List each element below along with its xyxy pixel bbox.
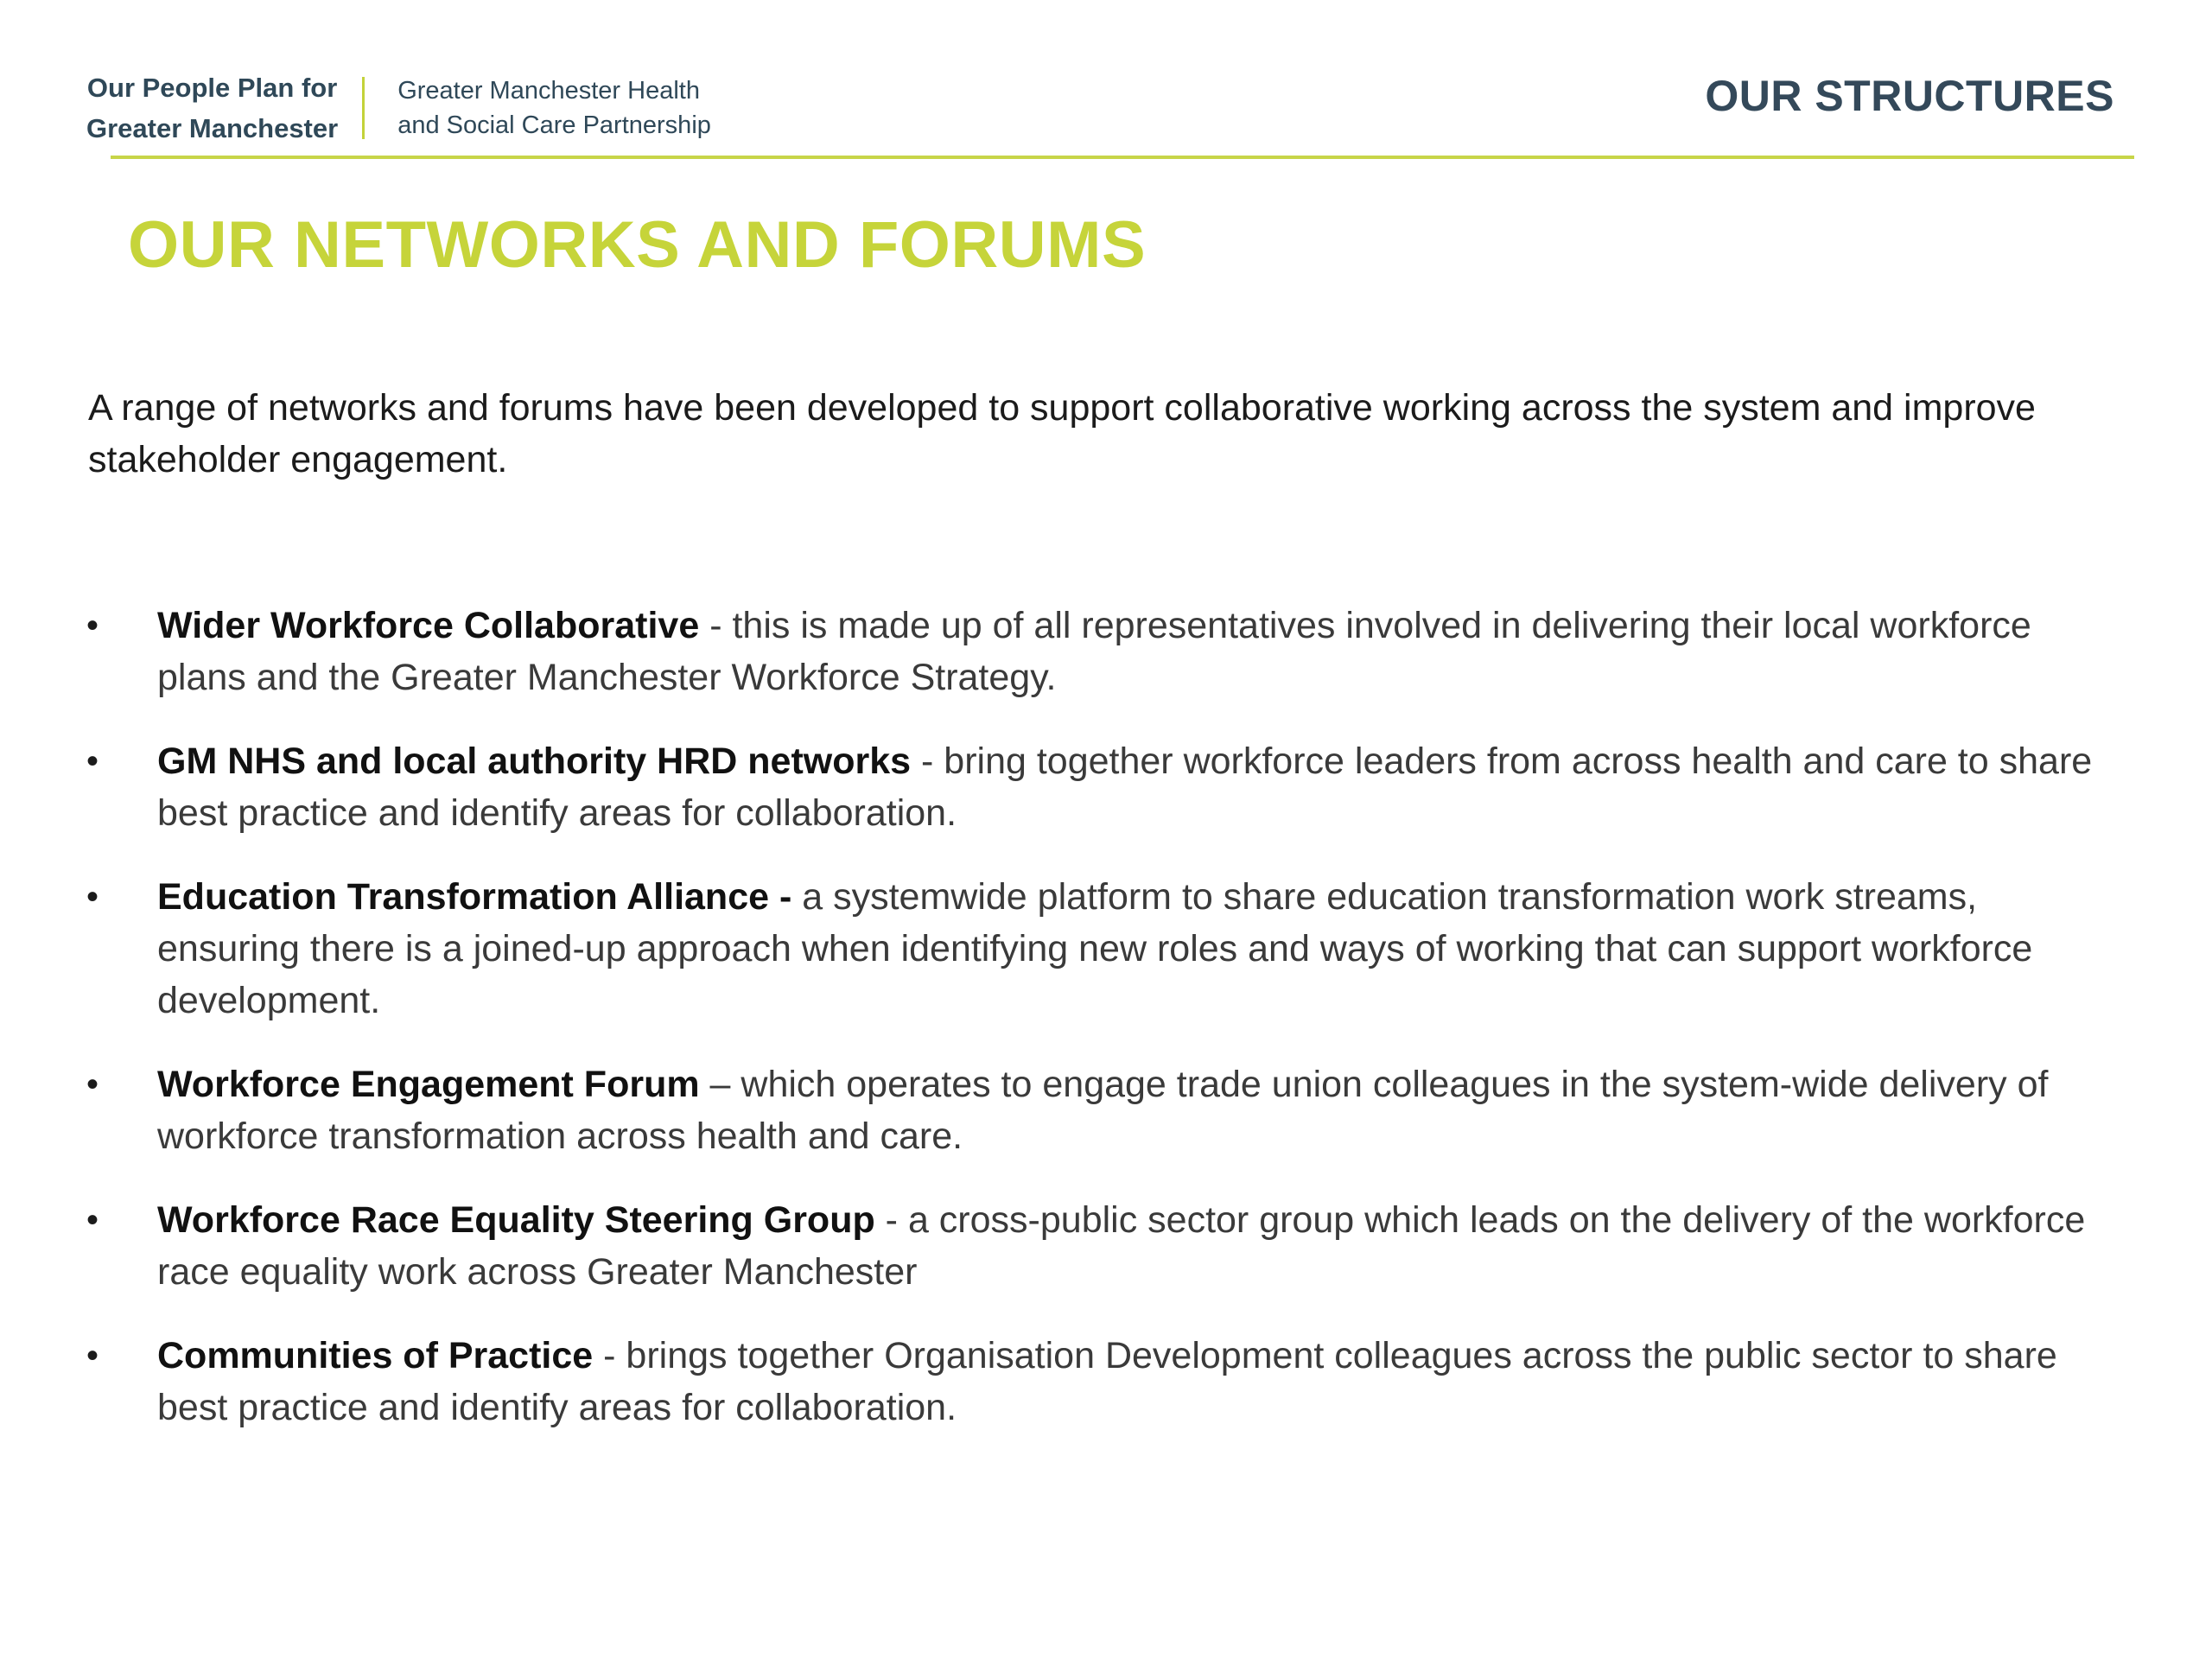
list-item-term: Workforce Race Equality Steering Group — [157, 1199, 875, 1241]
list-item-term: Wider Workforce Collaborative — [157, 605, 700, 646]
logo-line-2: Greater Manchester — [86, 113, 339, 143]
bullet-icon: • — [86, 1337, 99, 1375]
header-branding — [86, 67, 711, 149]
people-plan-logo — [86, 67, 362, 149]
section-label: OUR STRUCTURES — [1705, 72, 2114, 120]
list-item — [86, 600, 2126, 703]
list-item-description: a systemwide platform to share education transformation work streams, ensuring there is a joined-up approach when identifying new roles and ways of working that can support workforce development. — [157, 876, 2033, 1021]
header-divider — [111, 156, 2134, 159]
list-item-description: - a cross-public sector group which leads on the delivery of the workforce race equality work across Greater Manchester — [157, 1199, 2086, 1293]
list-item-text — [157, 871, 2126, 1027]
list-item-term: GM NHS and local authority HRD networks — [157, 741, 912, 782]
bullet-icon: • — [86, 607, 99, 645]
list-item-term: Workforce Engagement Forum — [157, 1064, 700, 1105]
partner-line-1: Greater Manchester Health — [397, 77, 700, 105]
list-item — [86, 1058, 2126, 1162]
list-item-description: - brings together Organisation Development colleagues across the public sector to share best practice and identify areas for collaboration. — [157, 1335, 2057, 1428]
list-item — [86, 871, 2126, 1027]
logo-divider — [362, 77, 365, 139]
list-item-text — [157, 735, 2126, 839]
list-item — [86, 735, 2126, 839]
partner-line-2: and Social Care Partnership — [397, 111, 711, 139]
list-item-description: – which operates to engage trade union colleagues in the system-wide delivery of workforce transformation across health and care. — [157, 1064, 2049, 1157]
list-item-text — [157, 600, 2126, 703]
list-item-term: Communities of Practice — [157, 1335, 594, 1376]
list-item-text — [157, 1058, 2126, 1162]
bullet-icon: • — [86, 742, 99, 780]
bullet-icon: • — [86, 1065, 99, 1103]
networks-list — [86, 600, 2126, 1465]
partnership-name — [397, 73, 711, 143]
bullet-icon: • — [86, 1201, 99, 1239]
logo-line-1: Our People Plan for — [86, 73, 338, 103]
bullet-icon: • — [86, 878, 99, 916]
list-item-text — [157, 1330, 2126, 1433]
list-item-description: - bring together workforce leaders from across health and care to share best practice and identify areas for collaboration. — [157, 741, 2093, 834]
list-item-text — [157, 1194, 2126, 1298]
list-item — [86, 1194, 2126, 1298]
intro-paragraph: A range of networks and forums have been developed to support collaborative working across the system and improve stakeholder engagement. — [88, 387, 2036, 480]
list-item-term: Education Transformation Alliance - — [157, 876, 792, 918]
list-item-description: - this is made up of all representatives involved in delivering their local workforce plans and the Greater Manchester Workforce Strategy. — [157, 605, 2031, 698]
list-item — [86, 1330, 2126, 1433]
page-title: OUR NETWORKS AND FORUMS — [128, 208, 1147, 282]
